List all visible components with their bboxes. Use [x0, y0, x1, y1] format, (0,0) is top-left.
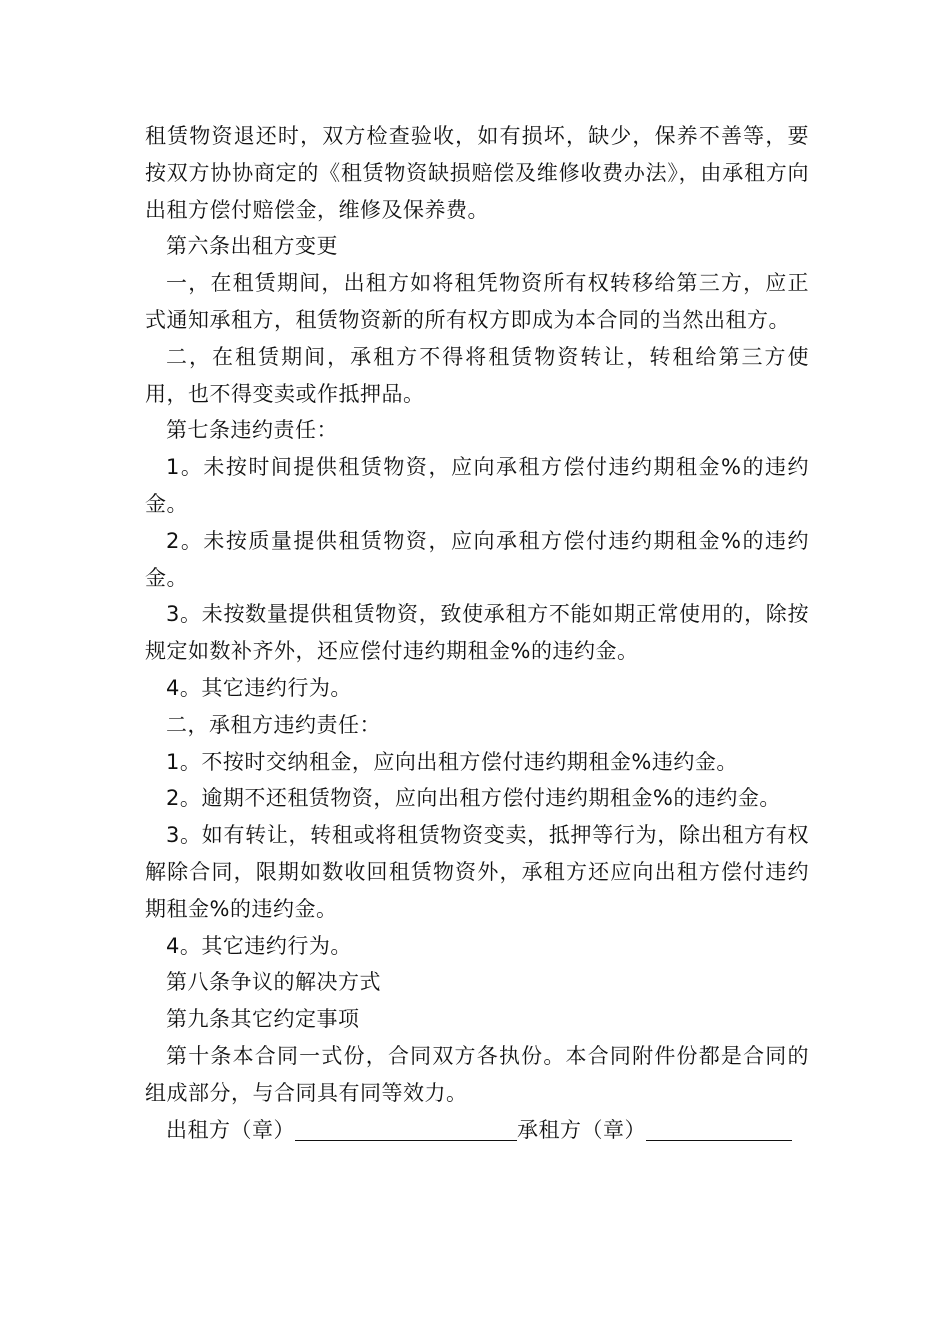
paragraph-no-sublease: 二，在租赁期间，承租方不得将租赁物资转让，转租给第三方使用，也不得变卖或作抵押品。 [145, 344, 809, 406]
list-item-lessor-3: 3。未按数量提供租赁物资，致使承租方不能如期正常使用的，除按规定如数补齐外，还应偿付违约期租金%的违约金。 [145, 602, 809, 664]
list-item-lessor-4: 4。其它违约行为。 [166, 675, 352, 700]
heading-article-9: 第九条其它约定事项 [166, 1007, 360, 1032]
contract-body [145, 118, 809, 1148]
heading-article-7: 第七条违约责任： [166, 418, 338, 443]
heading-article-8: 第八条争议的解决方式 [166, 970, 381, 995]
paragraph-ownership-transfer: 一，在租赁期间，出租方如将租凭物资所有权转移给第三方，应正式通知承租方，租赁物资新的所有权方即成为本合同的当然出租方。 [145, 271, 809, 332]
list-item-lessee-4: 4。其它违约行为。 [166, 933, 352, 958]
lessor-seal-label: 出租方（章） [166, 1117, 295, 1142]
lessor-signature-line [295, 1118, 517, 1141]
heading-article-6: 第六条出租方变更 [166, 234, 338, 259]
paragraph-return-inspection: 租赁物资退还时，双方检查验收，如有损坏，缺少，保养不善等，要按双方协协商定的《租赁物资缺损赔偿及维修收费办法》，由承租方向出租方偿付赔偿金，维修及保养费。 [145, 124, 809, 222]
list-item-lessee-2: 2。逾期不还租赁物资，应向出租方偿付违约期租金%的违约金。 [166, 786, 781, 811]
heading-lessee-liability: 二，承租方违约责任： [166, 712, 381, 737]
lessee-seal-label: 承租方（章） [517, 1117, 646, 1142]
signature-row [145, 1112, 809, 1149]
list-item-lessee-1: 1。不按时交纳租金，应向出租方偿付违约期租金%违约金。 [166, 749, 738, 774]
list-item-lessor-1: 1。未按时间提供租赁物资，应向承租方偿付违约期租金%的违约金。 [145, 455, 809, 516]
lessee-signature-line [646, 1118, 792, 1141]
list-item-lessee-3: 3。如有转让，转租或将租赁物资变卖，抵押等行为，除出租方有权解除合同，限期如数收回租赁物资外，承租方还应向出租方偿付违约期租金%的违约金。 [145, 823, 809, 921]
list-item-lessor-2: 2。未按质量提供租赁物资，应向承租方偿付违约期租金%的违约金。 [145, 528, 809, 590]
paragraph-article-10: 第十条本合同一式份，合同双方各执份。本合同附件份都是合同的组成部分，与合同具有同等效力。 [145, 1043, 809, 1105]
